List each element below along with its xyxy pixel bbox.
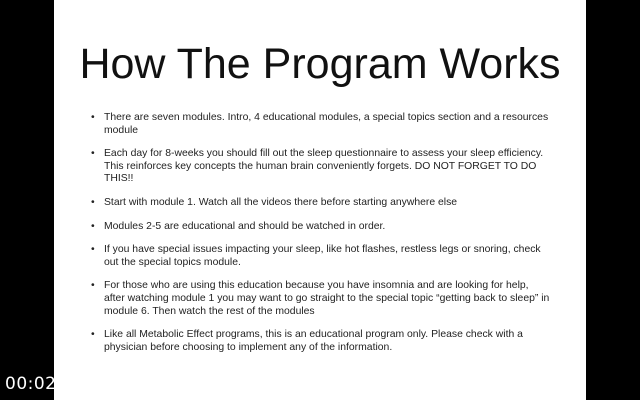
bullet-item [91, 244, 551, 269]
bullet-dot: • [91, 148, 95, 160]
bullet-dot: • [91, 112, 95, 123]
bullet-dot: • [91, 220, 95, 232]
bullet-text: Modules 2-5 are educational and should be watched in order. [104, 220, 386, 232]
bullet-text: For those who are using this education because you have insomnia and are looking for help, after watching module 1 you may want to go straight to the special topic “getting back to sleep” in module 6. Then watch the rest of the modules [104, 280, 550, 317]
bullet-item [91, 197, 551, 210]
bullet-text: Start with module 1. Watch all the videos there before starting anywhere else [104, 196, 458, 208]
playback-timestamp: 00:02 [5, 374, 57, 394]
bullet-item [91, 280, 551, 318]
bullet-dot: • [91, 280, 95, 292]
bullet-dot: • [91, 196, 95, 208]
bullet-text: Each day for 8-weeks you should fill out the sleep questionnaire to assess your sleep efficiency. This reinforces key concepts the human brain conveniently forgets. DO NOT FORGET TO DO THIS!! [104, 148, 544, 185]
bullet-dot: • [91, 244, 95, 256]
bullet-text: Like all Metabolic Effect programs, this is an educational program only. Please check with a physician before choosing to implement any of the information. [104, 329, 523, 353]
slide-title: How The Program Works [79, 40, 561, 88]
bullet-text: There are seven modules. Intro, 4 educational modules, a special topics section and a resources module [104, 112, 549, 136]
bullet-text: If you have special issues impacting your sleep, like hot flashes, restless legs or snoring, check out the special topics module. [104, 244, 541, 268]
bullet-item [91, 329, 551, 354]
bullet-list [91, 112, 551, 365]
bullet-item [91, 148, 551, 186]
presentation-slide [54, 0, 586, 400]
bullet-item [91, 221, 551, 234]
bullet-item [91, 112, 551, 137]
bullet-dot: • [91, 329, 95, 341]
